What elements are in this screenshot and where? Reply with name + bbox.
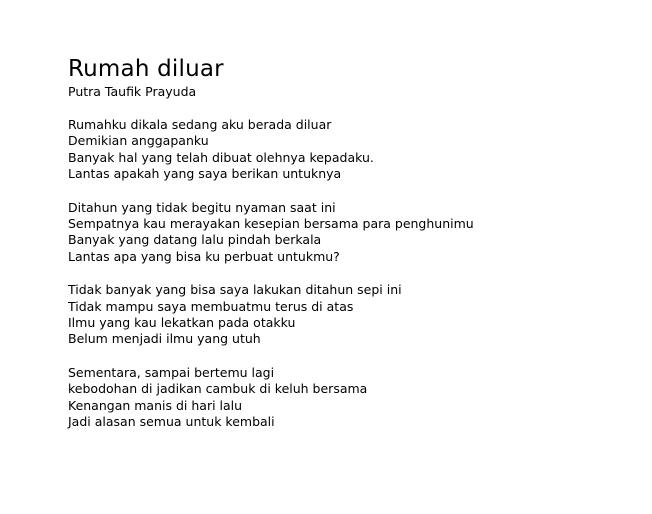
stanza-3 bbox=[68, 282, 628, 348]
poem-line: Lantas apa yang bisa ku perbuat untukmu? bbox=[68, 248, 340, 264]
poem-line: Jadi alasan semua untuk kembali bbox=[68, 414, 275, 430]
poem-line: Banyak hal yang telah dibuat olehnya kepadaku. bbox=[68, 149, 374, 165]
poem-body bbox=[68, 117, 628, 431]
poem-line: Kenangan manis di hari lalu bbox=[68, 397, 243, 413]
stanza-2 bbox=[68, 200, 628, 266]
stanza-1 bbox=[68, 117, 628, 183]
poem-line: Belum menjadi ilmu yang utuh bbox=[68, 331, 261, 347]
poem-title: Rumah diluar bbox=[68, 56, 224, 82]
poem-document bbox=[68, 54, 628, 448]
poem-line: Ilmu yang kau lekatkan pada otakku bbox=[68, 315, 296, 331]
poem-line: Lantas apakah yang saya berikan untuknya bbox=[68, 166, 342, 182]
poem-line: Banyak yang datang lalu pindah berkala bbox=[68, 232, 322, 248]
poem-line: Demikian anggapanku bbox=[68, 133, 209, 149]
poem-line: Tidak mampu saya membuatmu terus di atas bbox=[68, 298, 354, 314]
poem-line: kebodohan di jadikan cambuk di keluh bersama bbox=[68, 381, 368, 397]
poem-line: Tidak banyak yang bisa saya lakukan ditahun sepi ini bbox=[68, 282, 402, 298]
poem-line: Rumahku dikala sedang aku berada diluar bbox=[68, 117, 332, 132]
poem-author: Putra Taufik Prayuda bbox=[68, 84, 197, 99]
stanza-4 bbox=[68, 365, 628, 431]
poem-line: Ditahun yang tidak begitu nyaman saat ini bbox=[68, 199, 336, 215]
poem-line: Sementara, sampai bertemu lagi bbox=[68, 364, 275, 380]
poem-line: Sempatnya kau merayakan kesepian bersama para penghunimu bbox=[68, 216, 474, 232]
